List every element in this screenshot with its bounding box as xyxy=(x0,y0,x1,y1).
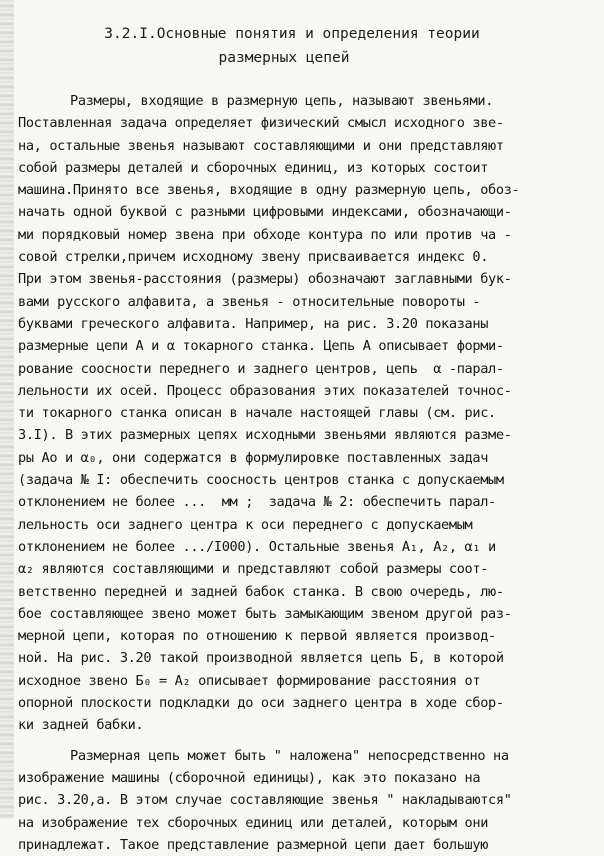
text-line: на, остальные звенья называют составляющими и они представляют xyxy=(18,137,504,154)
text-line: лельности их осей. Процесс образования этих показателей точнос- xyxy=(18,382,512,399)
text-line: собой размеры деталей и сборочных единиц, из которых состоит xyxy=(18,159,489,176)
text-line: рис. 3.20,а. В этом случае составляющие звенья " накладываются" xyxy=(18,792,512,809)
text-line: ти токарного станка описан в начале настоящей главы (см. рис. xyxy=(18,405,496,422)
text-line: совой стрелки,причем исходному звену присваивается индекс 0. xyxy=(18,249,489,266)
section-number: 3.2.I. xyxy=(104,26,157,42)
text-line: рование соосности переднего и заднего центров, цепь α -парал- xyxy=(18,360,504,377)
text-line: опорной плоскости подкладки до оси заднего центра в ходе сбор- xyxy=(18,695,504,712)
text-line: ми порядковый номер звена при обходе контура по или против ча - xyxy=(18,226,512,243)
text-line: ной. На рис. 3.20 такой производной является цепь Б, в которой xyxy=(18,650,504,667)
section-title-line2: размерных цепей xyxy=(218,50,350,66)
text-line: лельность оси заднего центра к оси переднего с допускаемым xyxy=(18,516,473,533)
paragraph-gap xyxy=(18,737,598,745)
text-line: ветственно передней и задней бабок станка. В свою очередь, лю- xyxy=(18,583,504,600)
text-line: размерные цепи А и α токарного станка. Цепь А описывает форми- xyxy=(18,338,504,355)
text-line: отклонением не более ... мм ; задача № 2: обеспечить парал- xyxy=(18,494,496,511)
text-line: отклонением не более .../I000). Остальные звенья А₁, А₂, α₁ и xyxy=(18,538,496,555)
text-line: вами русского алфавита, а звенья - относительные повороты - xyxy=(18,293,481,310)
section-heading-line1 xyxy=(0,26,594,42)
text-line: Поставленная задача определяет физический смысл исходного зве- xyxy=(18,115,504,132)
text-line: машина.Принято все звенья, входящие в одну размерную цепь, обоз- xyxy=(18,182,520,199)
text-line: Размеры, входящие в размерную цепь, называют звеньями. xyxy=(70,93,494,109)
text-line: изображение машины (сборочной единицы), как это показано на xyxy=(18,769,481,786)
text-line: мерной цепи, которая по отношению к первой является производ- xyxy=(18,628,496,645)
scan-edge-shadow xyxy=(0,0,14,819)
text-line: (задача № I: обеспечить соосность центров станка с допускаемым xyxy=(18,472,504,489)
text-line: начать одной буквой с разными цифровыми индексами, обозначающи- xyxy=(18,204,512,221)
text-line: буквами греческого алфавита. Например, на рис. 3.20 показаны xyxy=(18,315,489,332)
text-line: 3.I). В этих размерных цепях исходными звеньями являются разме- xyxy=(18,427,512,444)
text-line: исходное звено Б₀ = А₂ описывает формирование расстояния от xyxy=(18,672,481,689)
paragraph-2 xyxy=(18,745,598,856)
text-line: ры Ао и α₀, они содержатся в формулировке поставленных задач xyxy=(18,449,489,466)
paragraph-1 xyxy=(18,90,598,737)
text-line: принадлежат. Такое представление размерной цепи дает большую xyxy=(18,836,489,853)
text-line: Размерная цепь может быть " наложена" непосредственно на xyxy=(70,747,509,764)
text-line: α₂ являются составляющими и представляют собой размеры соот- xyxy=(18,561,489,578)
text-line: бое составляющее звено может быть замыкающим звеном другой раз- xyxy=(18,605,512,622)
body-text xyxy=(18,90,598,856)
text-line: ки задней бабки. xyxy=(18,717,144,734)
text-line: на изображение тех сборочных единиц или деталей, которым они xyxy=(18,814,489,831)
text-line: При этом звенья-расстояния (размеры) обозначают заглавными бук- xyxy=(18,271,512,288)
section-title-line1: Основные понятия и определения теории xyxy=(156,26,480,42)
